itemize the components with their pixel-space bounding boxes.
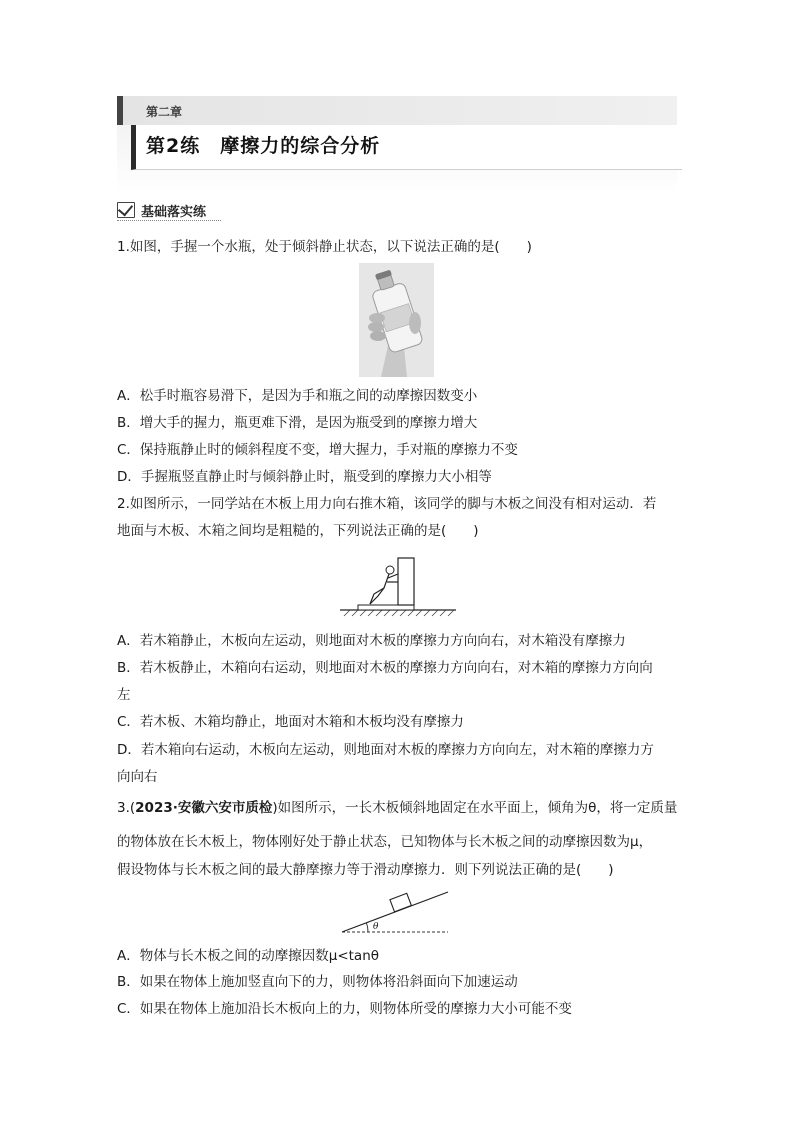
q2-option-a: A．若木箱静止，木板向左运动，则地面对木板的摩擦力方向向右，对木箱没有摩擦力 — [117, 633, 626, 649]
q3-option-b: B．如果在物体上施加竖直向下的力，则物体将沿斜面向下加速运动 — [117, 974, 518, 990]
q3-stem-line2: 的物体放在长木板上，物体刚好处于静止状态，已知物体与长木板之间的动摩擦因数为μ， — [117, 834, 653, 850]
q2-stem-line2: 地面与木板、木箱之间均是粗糙的，下列说法正确的是( ) — [117, 523, 479, 539]
q1-option-a: A．松手时瓶容易滑下，是因为手和瓶之间的动摩擦因数变小 — [117, 388, 478, 404]
q3-stem-line3: 假设物体与长木板之间的最大静摩擦力等于滑动摩擦力．则下列说法正确的是( ) — [117, 862, 614, 878]
q3-option-c: C．如果在物体上施加沿长木板向上的力，则物体所受的摩擦力大小可能不变 — [117, 1001, 572, 1017]
section-underline — [117, 220, 221, 221]
lesson-number: 第2练 — [146, 135, 201, 157]
q1-stem: 1.如图，手握一个水瓶，处于倾斜静止状态，以下说法正确的是( ) — [117, 239, 532, 255]
q3-stem-line1 — [117, 798, 677, 818]
chapter-bar — [117, 96, 677, 125]
page-title — [146, 131, 380, 158]
section-heading — [117, 198, 206, 222]
q3-source: 2023·安徽六安市质检 — [135, 800, 273, 816]
q2-option-c: C．若木板、木箱均静止，地面对木箱和木板均没有摩擦力 — [117, 714, 464, 730]
q1-option-c: C．保持瓶静止时的倾斜程度不变，增大握力，手对瓶的摩擦力不变 — [117, 442, 518, 458]
section-label: 基础落实练 — [141, 204, 207, 220]
q2-option-d-line1: D．若木箱向右运动，木板向左运动，则地面对木板的摩擦力方向向左，对木箱的摩擦力方 — [117, 742, 654, 758]
bottle-illustration — [359, 263, 434, 377]
hand-holding-bottle-photo — [359, 263, 434, 377]
q1-option-b: B．增大手的握力，瓶更难下滑，是因为瓶受到的摩擦力增大 — [117, 415, 478, 431]
chapter-accent — [117, 96, 123, 125]
q3-number: 3.( — [117, 800, 136, 816]
q1-option-d: D．手握瓶竖直静止时与倾斜静止时，瓶受到的摩擦力大小相等 — [117, 469, 492, 485]
incline-plane-diagram — [340, 888, 452, 938]
q2-option-d-line2: 向向右 — [117, 769, 158, 785]
q2-stem-line1: 2.如图所示，一同学站在木板上用力向右推木箱，该同学的脚与木板之间没有相对运动．若 — [117, 496, 657, 512]
lesson-title: 摩擦力的综合分析 — [220, 135, 381, 157]
q3-stem-rest: )如图所示，一长木板倾斜地固定在水平面上，倾角为θ，将一定质量 — [272, 800, 678, 816]
q3-option-a: A．物体与长木板之间的动摩擦因数μ<tanθ — [117, 948, 380, 964]
student-pushing-box-diagram — [338, 552, 458, 618]
chapter-label: 第二章 — [146, 105, 183, 119]
q2-option-b-line1: B．若木板静止，木箱向右运动，则地面对木板的摩擦力方向向右，对木箱的摩擦力方向向 — [117, 660, 653, 676]
q2-option-b-line2: 左 — [117, 687, 131, 703]
theta-label: θ — [373, 922, 379, 932]
checkbox-check-icon — [117, 202, 135, 218]
